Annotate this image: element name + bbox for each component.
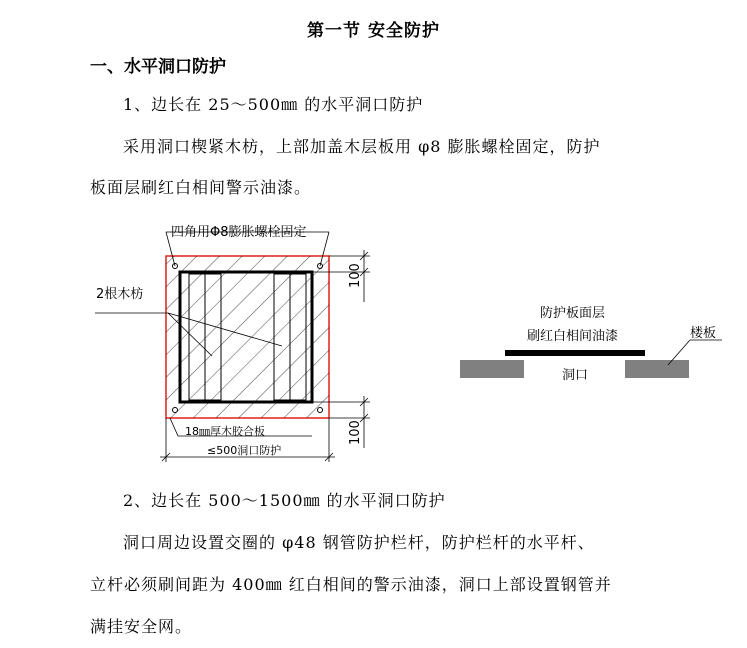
board-label-2: 刷红白相间油漆 xyxy=(527,329,619,344)
plywood-label: 18㎜厚木胶合板 xyxy=(185,425,265,438)
floor-slab-right xyxy=(625,360,689,378)
item2-line2: 立杆必须刷间距为 400㎜ 红白相间的警示油漆，洞口上部设置钢管并 xyxy=(90,575,612,594)
item2-line1: 洞口周边设置交圈的 φ48 钢管防护栏杆，防护栏杆的水平杆、 xyxy=(123,533,595,552)
dim-bottom-label: 100 xyxy=(348,420,363,445)
section-heading: 一、水平洞口防护 xyxy=(90,57,226,77)
plywood-hatch xyxy=(166,256,329,418)
protection-board xyxy=(505,350,645,356)
board-label-1: 防护板面层 xyxy=(540,306,606,321)
item1-line1: 采用洞口楔紧木枋，上部加盖木层板用 φ8 膨胀螺栓固定，防护 xyxy=(123,137,601,156)
floor-slab-left xyxy=(460,360,524,378)
timber-label: 2根木枋 xyxy=(96,287,144,302)
item1-line2: 板面层刷红白相间警示油漆。 xyxy=(90,178,312,197)
slab-label: 楼板 xyxy=(690,326,717,341)
item1-title: 1、边长在 25～500㎜ 的水平洞口防护 xyxy=(123,95,424,114)
page-title: 第一节 安全防护 xyxy=(307,21,440,41)
bolt-label: 四角用Φ8膨胀螺栓固定 xyxy=(171,225,307,240)
item2-title: 2、边长在 500～1500㎜ 的水平洞口防护 xyxy=(123,491,446,510)
hole-size-label: ≤500洞口防护 xyxy=(207,444,282,457)
dim-top-label: 100 xyxy=(348,263,363,288)
hole-label: 洞口 xyxy=(562,368,589,383)
item2-line3: 满挂安全网。 xyxy=(90,617,193,636)
